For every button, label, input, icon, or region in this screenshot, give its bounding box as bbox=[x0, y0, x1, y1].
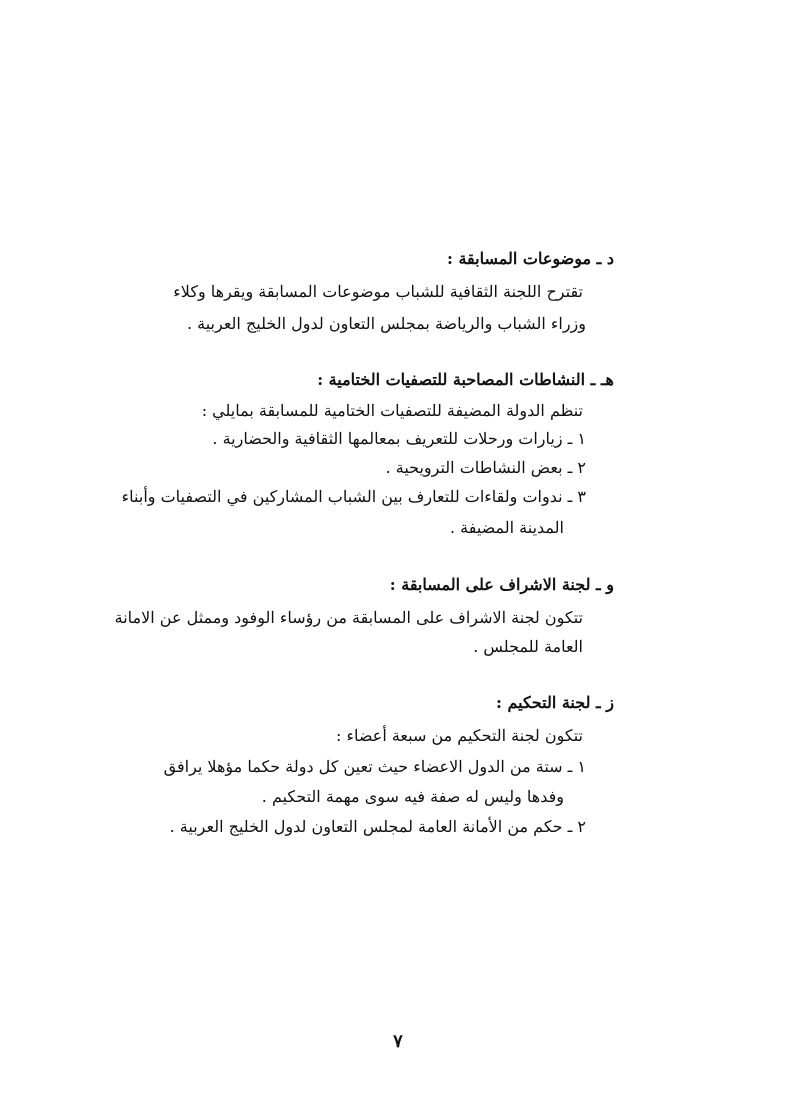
section-d-line-2: وزراء الشباب والرياضة بمجلس التعاون لدول الخليج العربية . bbox=[186, 314, 586, 333]
section-h-heading: هـ ـ النشاطات المصاحبة للتصفيات الختامية : bbox=[317, 370, 614, 389]
section-h-item-1: ١ ـ زيارات ورحلات للتعريف بمعالمها الثقافية والحضارية . bbox=[212, 429, 586, 448]
section-h-item-3: ٣ ـ ندوات ولقاءات للتعارف بين الشباب المشاركين في التصفيات وأبناء bbox=[121, 487, 586, 506]
page-number: ٧ bbox=[393, 1031, 403, 1052]
section-h-item-3-continued: المدينة المضيفة . bbox=[449, 518, 564, 537]
section-z-item-1: ١ ـ ستة من الدول الاعضاء حيث تعين كل دولة حكما مؤهلا يرافق bbox=[163, 757, 586, 776]
section-z-heading: ز ـ لجنة التحكيم : bbox=[496, 693, 614, 712]
section-z-item-2: ٢ ـ حكم من الأمانة العامة لمجلس التعاون لدول الخليج العربية . bbox=[169, 817, 586, 836]
section-w-heading: و ـ لجنة الاشراف على المسابقة : bbox=[389, 575, 614, 594]
section-d-heading: د ـ موضوعات المسابقة : bbox=[446, 249, 614, 268]
section-z-item-1-continued: وفدها وليس له صفة فيه سوى مهمة التحكيم . bbox=[261, 787, 564, 806]
section-z-intro: تتكون لجنة التحكيم من سبعة أعضاء : bbox=[336, 726, 583, 745]
section-h-item-2: ٢ ـ بعض النشاطات الترويحية . bbox=[385, 458, 586, 477]
section-h-intro: تنظم الدولة المضيفة للتصفيات الختامية للمسابقة بمايلي : bbox=[201, 401, 583, 420]
section-w-line-1: تتكون لجنة الاشراف على المسابقة من رؤساء الوفود وممثل عن الامانة bbox=[114, 608, 583, 627]
section-d-line-1: تقترح اللجنة الثقافية للشباب موضوعات المسابقة ويقرها وكلاء bbox=[173, 282, 583, 301]
section-w-line-2: العامة للمجلس . bbox=[473, 637, 583, 656]
